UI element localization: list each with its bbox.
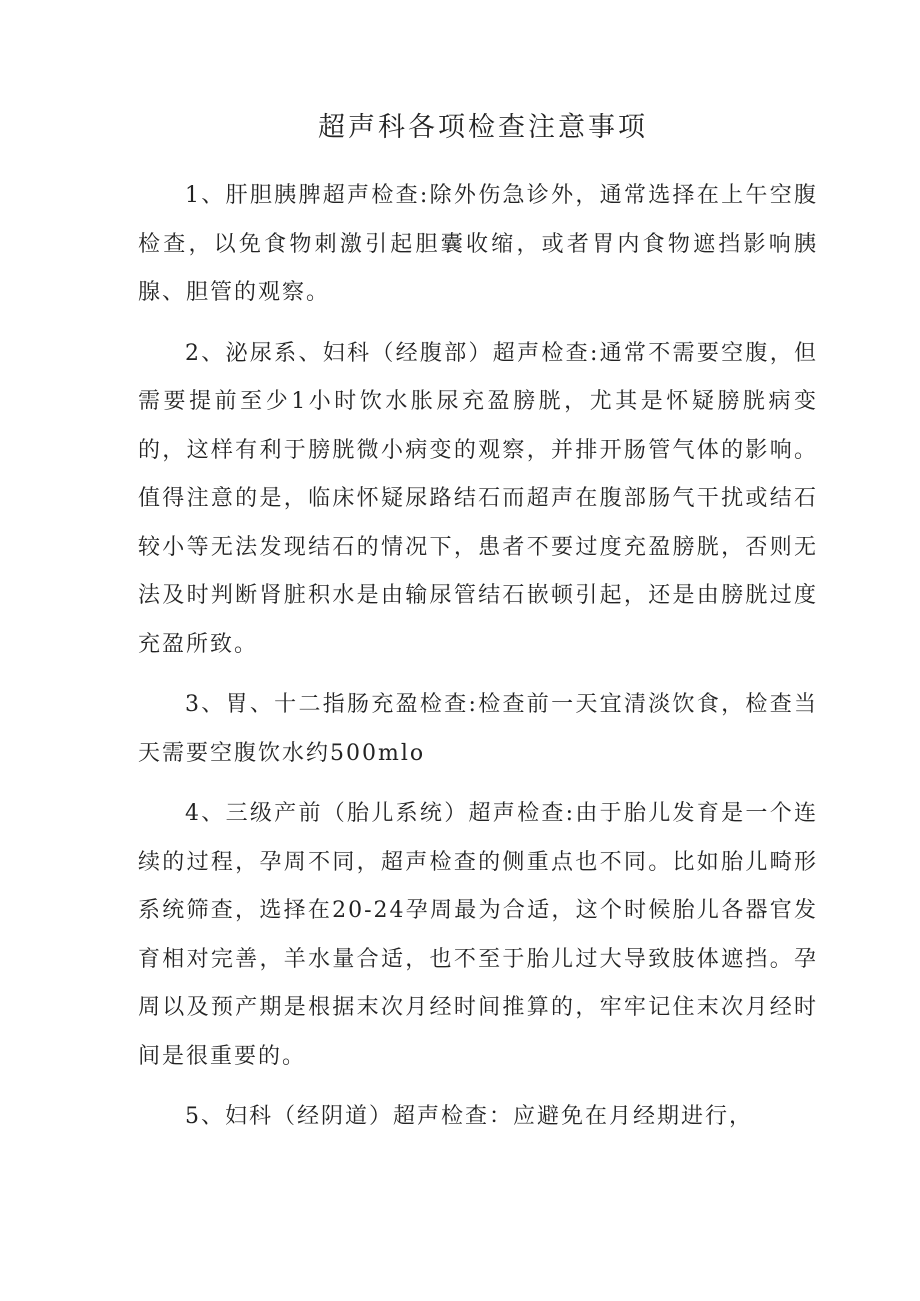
paragraph-transvaginal: 5、妇科（经阴道）超声检查：应避免在月经期进行， (185, 1104, 753, 1129)
paragraph-urinary-gynecology: 2、泌尿系、妇科（经腹部）超声检查:通常不需要空腹，但需要提前至少1小时饮水胀尿充盈膀胱，尤其是怀疑膀胱病变的，这样有利于膀胱微小病变的观察，并排开肠管气体的影响。值得注意的是，临床怀疑尿路结石而超声在腹部肠气干扰或结石较小等无法发现结石的情况下，患者不要过度充盈膀胱，否则无法及时判断肾脏积水是由输尿管结石嵌顿引起，还是由膀胱过度充盈所致。 (138, 340, 818, 657)
paragraph-stomach-duodenum: 3、胃、十二指肠充盈检查:检查前一天宜清淡饮食，检查当天需要空腹饮水约500mlo (138, 692, 818, 766)
document-title: 超声科各项检查注意事项 (318, 112, 648, 143)
paragraph-prenatal: 4、三级产前（胎儿系统）超声检查:由于胎儿发育是一个连续的过程，孕周不同，超声检查的侧重点也不同。比如胎儿畸形系统筛查，选择在20-24孕周最为合适，这个时候胎儿各器官发育相对完善，羊水量合适，也不至于胎儿过大导致肢体遮挡。孕周以及预产期是根据末次月经时间推算的，牢牢记住末次月经时间是很重要的。 (138, 801, 818, 1069)
paragraph-liver-gallbladder: 1、肝胆胰脾超声检查:除外伤急诊外，通常选择在上午空腹检查，以免食物刺激引起胆囊收缩，或者胃内食物遮挡影响胰腺、胆管的观察。 (138, 183, 818, 305)
